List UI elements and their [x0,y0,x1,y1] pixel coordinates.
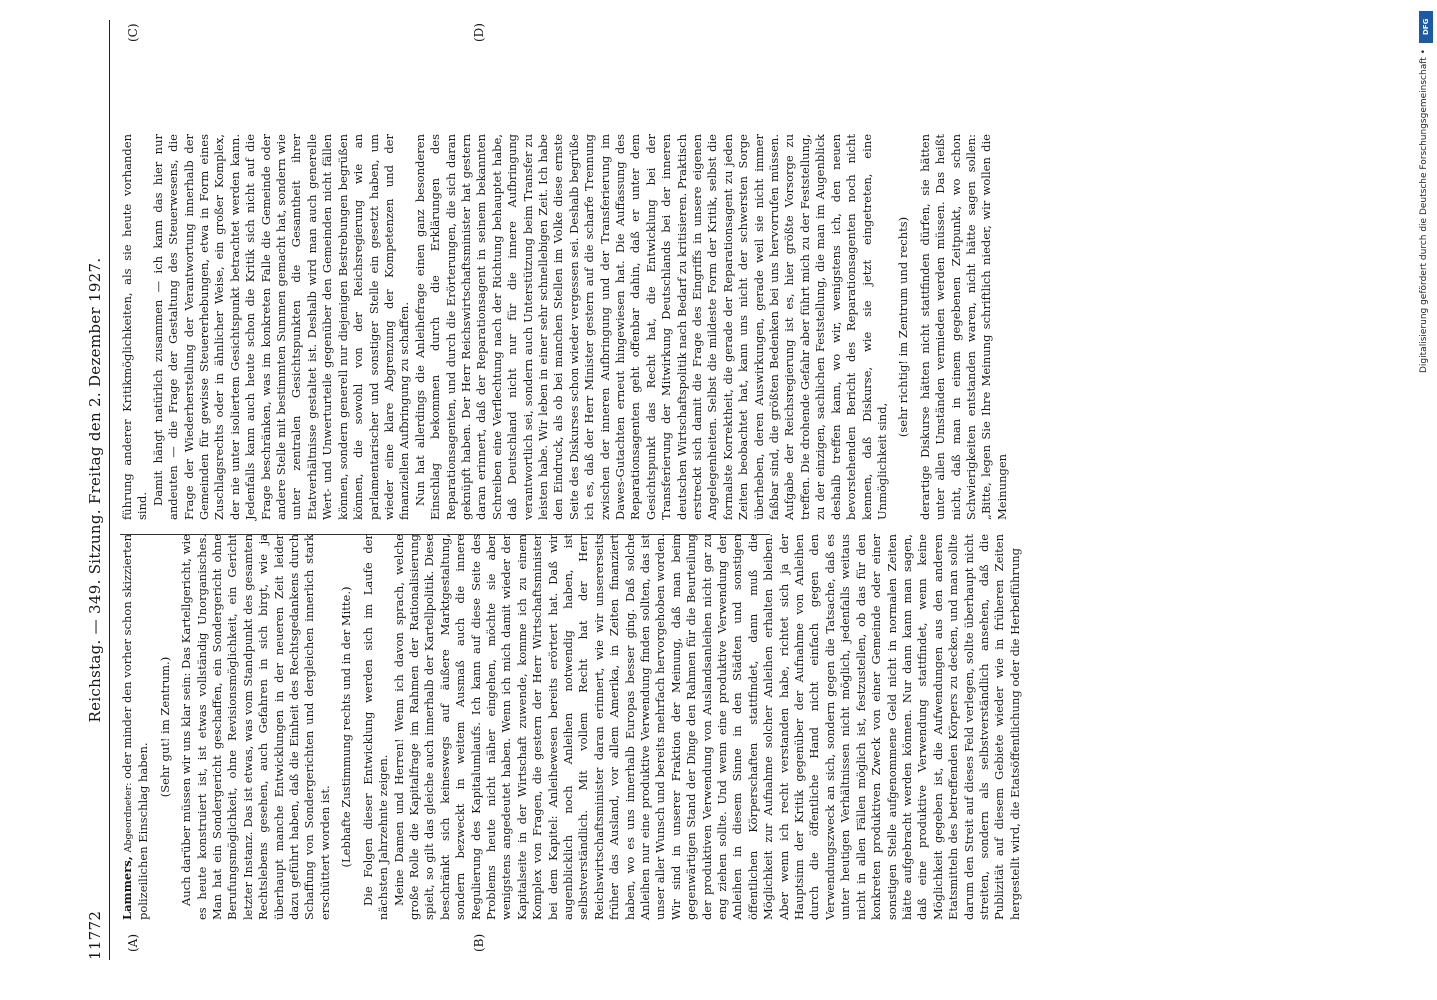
left-paragraph-4: Meine Damen und Herren! Wenn ich davon sprach, welche große Rolle die Kapitalfrage im Rahmen der Rationalisierung spielt, so gilt das gleiche auch innerhalb der Kartellpolitik. Diese beschränkt sich keineswegs auf äußere Marktgestaltung, sondern bezweckt in weitem Ausmaß auch die innere Regulierung des Kapitalumlaufs. Ich kann auf diese Seite des Problems heute nicht näher eingehen, möchte sie aber wenigstens angedeutet haben. Wenn ich mich damit wieder der Kapitalseite in der Wirtschaft zuwende, komme ich zu einem Komplex von Fragen, die gestern der Herr Wirtschaftsminister bei dem Kapitel: Anleihewesen bereits erörtert hat. Daß wir augenblicklich noch Anleihen notwendig haben, ist selbstverständlich. Mit vollem Recht hat der Herr Reichswirtschaftsminister daran erinnert, wie wir unsererseits früher das Ausland, vor allem Amerika, in Zeiten finanziert haben, wo es uns innerhalb Europas besser ging. Daß solche Anleihen nur eine produktive Verwendung finden sollten, das ist unser aller Wunsch und bereits mehrfach hervorgehoben worden. Wir sind in unserer Fraktion der Meinung, daß man beim gegenwärtigen Stand der Dinge den Rahmen für die Beurteilung der produktiven Verwendung von Auslandsanleihen nicht gar zu eng ziehen sollte. Und wenn eine produktive Verwendung der Anleihen in diesem Sinne in den Städten und sonstigen öffentlichen Körperschaften stattfindet, dann muß die Möglichkeit zur Aufnahme solcher Anleihen erhalten bleiben. Aber wenn ich recht verstanden habe, richtet sich ja der Hauptsinn der Kritik gegenüber der Aufnahme von Anleihen durch die öffentliche Hand nicht einfach gegen den Verwendungszweck an sich, sondern gegen die Tatsache, daß es unter heutigen Verhältnissen nicht möglich, jedenfalls weitaus nicht in allen Fällen möglich ist, festzustellen, ob das für den konkreten produktiven Zweck von einer Gemeinde oder einer sonstigen Stelle aufgenommene Geld nicht in normalen Zeiten hätte aufgebracht werden können. Nur dann kann man sagen, daß eine produktive Verwendung stattfindet, wenn keine Möglichkeit gegeben ist, die Aufwendungen aus den anderen Etatsmitteln des betreffenden Körpers zu decken, und man sollte darum den Streit auf dieses Feld verlegen, sollte überhaupt nicht streiten, sondern als selbstverständlich ansehen, daß die Publizität auf diesem Gebiete wieder wie in früheren Zeiten hergestellt wird, die Etatsöffentlichung oder die Herbeiführung [391,534,1022,920]
header-rule [109,20,110,960]
rotated-newspaper-page [80,20,1022,960]
page-number: 11772 [86,910,104,960]
right-paragraph-2: Damit hängt natürlich zusammen — ich kann das hier nur andeuten — die Frage der Gestaltung des Steuerwesens, die Frage der Wiederherstellung der Verantwortung innerhalb der Gemeinden für gewisse Steuererhebungen, etwa in Form eines Zuschlagsrechts oder in ähnlicher Weise, ein großer Komplex, der nie unter isoliertem Gesichtspunkt betrachtet werden kann. Jedenfalls kann auch heute schon die Kritik sich nicht auf die Frage beschränken, was im konkreten Falle die Gemeinde oder andere Stelle mit bestimmten Summen gemacht hat, sondern wie unter zentralen Gesichtspunkten die Gesamtheit ihrer Etatverhältnisse gestaltet ist. Deshalb wird man auch generelle Wert- und Unwerturteile gegenüber den Gemeinden nicht fällen können, sondern generell nur diejenigen Bestrebungen begrüßen können, die sowohl von der Reichsregierung wie an parlamentarischer und sonstiger Stelle ein gesetzt haben, um wieder eine klare Abgrenzung der Kompetenzen und der finanziellen Aufbringung zu schaffen. [150,134,412,520]
left-column [120,533,1022,920]
page-header [80,20,110,960]
right-column [120,134,1009,520]
column-separator [120,534,770,535]
digitization-credit [1417,5,1437,995]
credit-text: Digitalisierung gefördert durch die Deutsche Forschungsgemeinschaft • [1419,49,1429,373]
speaker-note: Abgeordneter: [123,782,134,853]
right-paragraph-3: Nun hat allerdings die Anleihefrage einen ganz besonderen Einschlag bekommen durch die Erklärungen des Reparationsagenten, und durch die Erörterungen, die sich daran geknüpft haben. Der Herr Reichswirtschaftsminister hat gestern daran erinnert, daß der Reparationsagent in seinem bekannten Schreiben eine Verflechtung nach der Richtung behauptet habe, daß Deutschland nicht nur für die innere Aufbringung verantwortlich sei, sondern auch Unterstützung beim Transfer zu leisten habe. Wir leben in einer sehr schnellebigen Zeit. Ich habe den Eindruck, als ob bei manchen Stellen im Volke diese ernste Seite des Diskurses schon wieder vergessen sei. Deshalb begrüße ich es, daß der Herr Minister gestern auf die scharfe Trennung zwischen der inneren Aufbringung und der Transferierung im Dawes-Gutachten erneut hingewiesen hat. Die Auffassung des Reparationsagenten geht offenbar dahin, daß er unter dem Gesichtspunkt das Recht hat, die Entwicklung bei der Transferierung der Mitwirkung Deutschlands bei der inneren deutschen Wirtschaftspolitik nach Bedarf zu kritisieren. Praktisch erstreckt sich damit die Frage des Eingriffs in unsere eigenen Angelegenheiten. Selbst die mildeste Form der Kritik, selbst die formalste Korrektheit, die gerade der Reparationsagent zu jeden Zeiten beobachtet hat, kann uns nicht der schwersten Sorge überheben, deren Auswirkungen, gerade weil sie nicht immer faßbar sind, die größten Bedenken bei uns hervorrufen müssen. Aufgabe der Reichsregierung ist es, hier größte Vorsorge zu treffen. Die drohende Gefahr aber führt mich zu der Feststellung, zu der einzigen, sachlichen Feststellung, die man im Augenblick deshalb treffen kann, wo wir, wenigstens ich, den neuen bevorstehenden Bericht des Reparationsagenten noch nicht kennen, daß Diskurse, wie sie jetzt eingetreten, eine Unmöglichkeit sind, [412,134,889,520]
margin-mark-b: (B) [472,933,486,952]
left-interjection-2: (Lebhafte Zustimmung rechts und in der Mitte.) [339,586,354,868]
margin-mark-a: (A) [126,933,140,952]
margin-mark-d: (D) [472,23,486,42]
dfg-logo: DFG [1419,11,1433,43]
speaker-name: Lammers, [120,856,134,920]
header-title: Reichstag. — 349. Sitzung. Freitag den 2. Dezember 1927. [86,257,104,723]
right-paragraph-4: derartige Diskurse hätten nicht stattfinden dürfen, sie hätten unter allen Umständen vermieden werden müssen. Das heißt nicht, daß man in einem gegebenen Zeitpunkt, wo schon Schwierigkeiten entstanden waren, nicht hätte sagen sollen: „Bitte, legen Sie Ihre Meinung schriftlich nieder, wir wollen die Meinungen [917,134,1009,520]
margin-mark-c: (C) [126,23,140,42]
left-paragraph-2: Auch darüber müssen wir uns klar sein: Das Kartellgericht, wie es heute konstruiert ist, ist etwas vollständig Unorganisches. Man hat ein Sondergericht geschaffen, ein Sondergericht ohne Berufungsmöglichkeit, ohne Revisionsmöglichkeit, ein Gericht letzter Instanz. Das ist etwas, was vom Standpunkt des gesamten Rechtslebens gesehen, auch Gefahren in sich birgt, wie ja überhaupt manche Entwicklungen in der neueren Zeit leider dazu geführt haben, daß die Einheit des Rechtsgedankens durch Schaffung von Sondergerichten und dergleichen innerlich stark erschüttert worden ist. [179,534,332,920]
left-speaker-paragraph [120,534,152,920]
left-paragraph-3: Die Folgen dieser Entwicklung werden sich im Laufe der nächsten Jahrzehnte zeigen. [360,534,391,920]
left-paragraph-1: oder minder den vorher schon skizzierten polizeilichen Einschlag haben. [120,533,151,920]
right-paragraph-1: führung anderer Kritikmöglichkeiten, als sie heute vorhanden sind. [120,134,150,520]
left-interjection-1: (Sehr gut! im Zentrum.) [157,656,172,798]
right-interjection: (sehr richtig! im Zentrum und rechts) [896,216,911,438]
